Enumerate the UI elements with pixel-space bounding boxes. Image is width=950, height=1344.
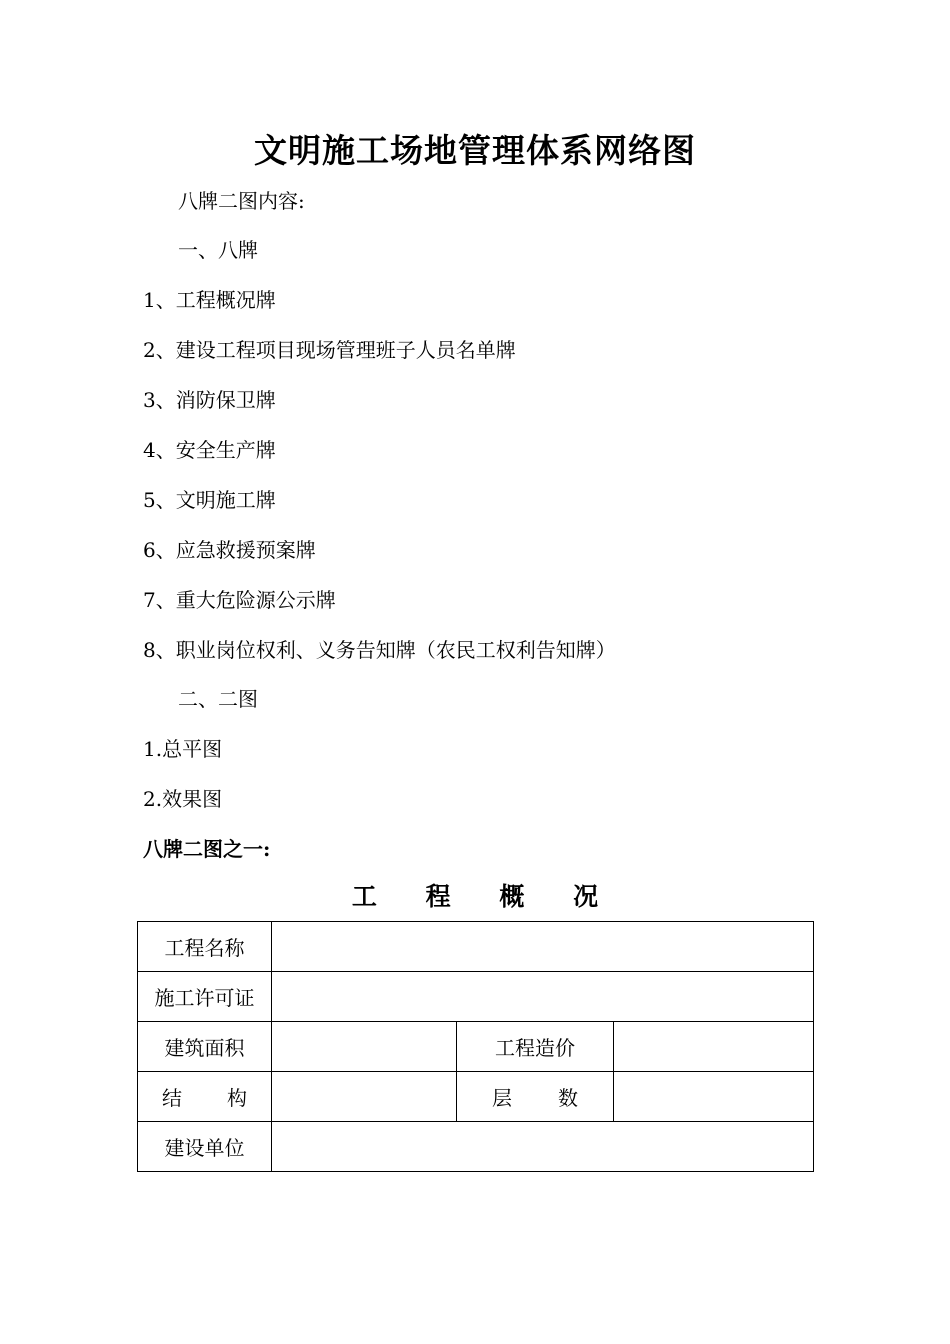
floors-value[interactable] <box>614 1072 814 1122</box>
board-item-4: 4、安全生产牌 <box>143 438 276 462</box>
board-item-8: 8、职业岗位权利、义务告知牌（农民工权利告知牌） <box>143 638 616 662</box>
document-title: 文明施工场地管理体系网络图 <box>254 131 696 170</box>
board-item-2: 2、建设工程项目现场管理班子人员名单牌 <box>143 338 516 362</box>
cost-value[interactable] <box>614 1022 814 1072</box>
section-heading-eight-boards: 一、八牌 <box>178 238 258 262</box>
permit-label: 施工许可证 <box>138 972 272 1022</box>
floors-label <box>457 1072 614 1122</box>
builder-value[interactable] <box>272 1122 814 1172</box>
floors-label-char: 层 <box>492 1086 512 1110</box>
section-heading-two-drawings: 二、二图 <box>178 687 258 711</box>
overview-title-char: 概 <box>499 882 525 911</box>
table-row <box>138 922 814 972</box>
table-row <box>138 972 814 1022</box>
overview-title <box>0 880 950 914</box>
project-name-label: 工程名称 <box>138 922 272 972</box>
board-item-5: 5、文明施工牌 <box>143 488 276 512</box>
area-value[interactable] <box>272 1022 457 1072</box>
project-name-value[interactable] <box>272 922 814 972</box>
drawing-item-2: 2.效果图 <box>143 787 223 811</box>
structure-value[interactable] <box>272 1072 457 1122</box>
overview-title-char: 况 <box>573 882 599 911</box>
drawing-item-1: 1.总平图 <box>143 737 223 761</box>
board-item-3: 3、消防保卫牌 <box>143 388 276 412</box>
intro-text: 八牌二图内容: <box>178 189 305 213</box>
table-row <box>138 1122 814 1172</box>
structure-label-char: 结 <box>162 1086 182 1110</box>
table-row <box>138 1022 814 1072</box>
builder-label: 建设单位 <box>138 1122 272 1172</box>
floors-label-char: 数 <box>558 1086 578 1110</box>
structure-label-char: 构 <box>227 1086 247 1110</box>
subheading: 八牌二图之一: <box>143 837 271 861</box>
structure-label <box>138 1072 272 1122</box>
area-label: 建筑面积 <box>138 1022 272 1072</box>
board-item-6: 6、应急救援预案牌 <box>143 538 316 562</box>
overview-title-char: 工 <box>351 882 377 911</box>
cost-label: 工程造价 <box>457 1022 614 1072</box>
board-item-7: 7、重大危险源公示牌 <box>143 588 336 612</box>
overview-title-char: 程 <box>425 882 451 911</box>
table-row <box>138 1072 814 1122</box>
project-overview-table <box>137 921 814 1172</box>
permit-value[interactable] <box>272 972 814 1022</box>
board-item-1: 1、工程概况牌 <box>143 288 276 312</box>
